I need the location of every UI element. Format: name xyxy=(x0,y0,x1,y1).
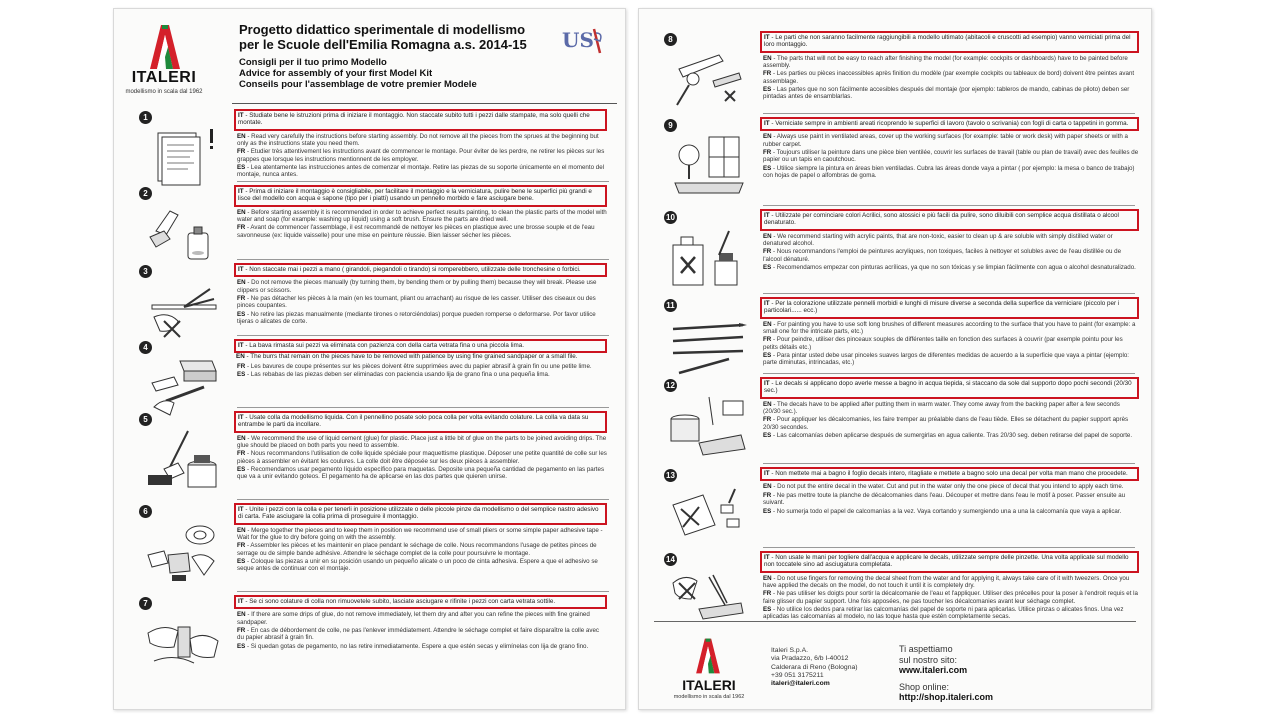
lang-en-label: EN xyxy=(237,434,246,442)
step-es-text: - Para pintar usted debe usar pinceles suaves largos de diferentes medidas de acuerdo a la superficie que vaya a pintar (ejemplo: parte diminutas, intrincadas, etc.) xyxy=(763,352,1129,367)
wait-line-2: sul nostro sito: xyxy=(899,654,958,665)
step-7 xyxy=(114,595,625,675)
step-it-text: - Unite i pezzi con la colla e per tenerli in posizione utilizzate o delle piccole pinze da modellismo o del semplice nastro adesivo di carta. Fate asciugare la colla prima di proseguire il montaggio. xyxy=(238,506,599,521)
liquid-glue-icon xyxy=(144,429,224,491)
step-divider xyxy=(763,463,1135,464)
ventilated-room-icon xyxy=(669,135,749,197)
lang-it-label: IT xyxy=(764,300,770,307)
step-it-text: - La bava rimasta sui pezzi va eliminata con pazienza con della carta vetrata fina o una piccola lima. xyxy=(245,342,524,349)
page-right xyxy=(638,8,1152,710)
company-name: Italeri S.p.A. xyxy=(771,647,809,654)
title-line-2: per le Scuole dell'Emilia Romagna a.s. 2014-15 xyxy=(239,37,527,52)
subtitle-it: Consigli per il tuo primo Modello xyxy=(239,57,387,68)
cutting-pliers-icon xyxy=(144,281,224,343)
lang-it-label: IT xyxy=(764,380,770,387)
step-es-text: - No retire las piezas manualmente (mediante tirones o retorciéndolas) porque pueden romperse o deformarse. Por favor utilice tijeras o alicates de corte. xyxy=(237,310,596,325)
step-en-text: - The burrs that remain on the pieces have to be removed with patience by using fine grained sandpaper or a small file. xyxy=(246,353,578,361)
step-fr-text: - Ne pas mettre toute la planche de décalcomanies dans l'eau. Découper et mettre dans l'eau le motif à poser. Passer ensuite au suivant. xyxy=(763,491,1126,506)
lang-es-label: ES xyxy=(763,606,772,613)
step-en-text: - Merge together the pieces and to keep them in position we recommend use of small pliers or some simple paper adhesive tape - Wait for the glue to dry before going on with the assembly. xyxy=(237,526,603,541)
step-divider xyxy=(763,113,1135,114)
step-9-text xyxy=(763,117,1139,180)
it-highlight-box xyxy=(760,551,1139,573)
it-highlight-box xyxy=(760,377,1139,399)
step-fr-text: - En cas de débordement de colle, ne pas l'enlever immédiatement. Attendre le séchage complet et faire disparaître la colle avec du papier abrasif à grain fin. xyxy=(237,627,599,642)
step-13-text xyxy=(763,467,1139,516)
it-highlight-box xyxy=(234,339,607,353)
en-highlight-box xyxy=(234,353,607,360)
step-14-text xyxy=(763,551,1139,622)
step-fr-text: - Ne pas utiliser les doigts pour sortir la décalcomanie de l'eau et l'appliquer. Utiliser des précelles pour la poser à l'endroit requis et la faire glisser du papier support. Une fois apposées, ne pas toucher les décalcomanies avant leur séchage complet. xyxy=(763,590,1138,605)
lang-es-label: ES xyxy=(763,432,772,439)
address-line-1: via Pradazzo, 6/b I-40012 xyxy=(771,655,849,663)
italeri-logo-icon xyxy=(144,23,186,71)
lang-fr-label: FR xyxy=(763,149,772,156)
step-6-text xyxy=(237,503,607,574)
step-3 xyxy=(114,263,625,333)
step-number: 2 xyxy=(139,187,152,200)
lang-it-label: IT xyxy=(238,112,244,119)
step-11-text xyxy=(763,297,1139,368)
step-it-text: - Non mettete mai a bagno il foglio decals intero, ritagliate e mettete a bagno solo una decal per volta man mano che procedete. xyxy=(771,470,1128,477)
subtitle-en: Advice for assembly of your first Model Kit xyxy=(239,68,433,79)
lang-en-label: EN xyxy=(763,400,772,408)
brand-name: ITALERI xyxy=(131,69,197,86)
step-es-text: - Recomendamos empezar con pinturas acrílicas, ya que no son tóxicas y se limpian fácilmente con agua o alcohol desnaturalizado. xyxy=(773,264,1136,271)
it-highlight-box xyxy=(760,117,1139,131)
lang-it-label: IT xyxy=(764,470,770,477)
svg-text:US: US xyxy=(562,28,594,52)
step-it-text: - Studiate bene le istruzioni prima di iniziare il montaggio. Non staccate subito tutti i pezzi dalle stampate, ma solo quelli che montate. xyxy=(238,112,590,127)
lang-en-label: EN xyxy=(237,526,246,534)
lang-fr-label: FR xyxy=(763,70,772,78)
step-en-text: - Do not put the entire decal in the water. Cut and put in the water only the one piece of decal that you intend to apply each time. xyxy=(773,483,1124,491)
lang-it-label: IT xyxy=(764,554,770,561)
brand-name: ITALERI xyxy=(682,677,736,693)
lang-it-label: IT xyxy=(764,34,770,41)
lang-it-label: IT xyxy=(238,506,244,513)
step-4 xyxy=(114,339,625,409)
lang-fr-label: FR xyxy=(763,248,772,256)
step-5-text xyxy=(237,411,607,482)
step-es-text: - No utilice los dedos para retirar las calcomanías del papel de soporte ni para aplicarlas. Utilice pinzas o alicates finos. Una vez aplicadas las calcomanías al modelo, no las toque hasta que estén completamente secas. xyxy=(763,606,1124,621)
step-it-text: - Per la colorazione utilizzate pennelli morbidi e lunghi di misure diverse a seconda della superfice da verniciare (piccolo per i particolari...... ecc.) xyxy=(764,300,1120,315)
step-divider xyxy=(237,335,609,336)
step-divider xyxy=(763,547,1135,548)
step-number: 6 xyxy=(139,505,152,518)
lang-it-label: IT xyxy=(238,342,244,349)
it-highlight-box xyxy=(760,31,1139,53)
step-11 xyxy=(639,297,1151,373)
step-en-text: - Always use paint in ventilated areas, cover up the working surfaces (for example: table or work desk) with paper sheets or with a rubber carpet. xyxy=(763,133,1128,148)
step-it-text: - Prima di iniziare il montaggio è consigliabile, per facilitare il montaggio e la verniciatura, pulire bene le superfici più grandi e lisce del modello con acqua e sapone (tipo per i piatti) usando un pennello morbido e fare asciugare bene. xyxy=(238,188,592,203)
company-address xyxy=(771,647,858,688)
step-10-text xyxy=(763,209,1139,273)
decal-sheet-icon xyxy=(669,485,749,547)
acrylic-paint-icon xyxy=(669,227,749,289)
step-number: 7 xyxy=(139,597,152,610)
step-1 xyxy=(114,109,625,181)
step-number: 11 xyxy=(664,299,677,312)
it-highlight-box xyxy=(234,503,607,525)
step-es-text: - Utilice siempre la pintura en áreas bien ventiladas. Cubra las áreas donde vaya a pintar ( por ejemplo: la mesa o banco de trabajo) con hojas de papel o alfombras de goma. xyxy=(763,164,1135,179)
step-9 xyxy=(639,117,1151,205)
phone-number: +39 051 3175211 xyxy=(771,671,824,679)
it-highlight-box xyxy=(234,109,607,131)
lang-en-label: EN xyxy=(763,232,772,240)
lang-it-label: IT xyxy=(238,266,244,273)
lang-fr-label: FR xyxy=(237,542,246,550)
step-divider xyxy=(763,293,1135,294)
wait-line-1: Ti aspettiamo xyxy=(899,644,953,654)
italeri-logo-icon xyxy=(691,637,725,675)
step-10 xyxy=(639,209,1151,293)
lang-es-label: ES xyxy=(237,164,246,171)
step-divider xyxy=(763,205,1135,206)
lang-fr-label: FR xyxy=(237,450,246,458)
step-es-text: - Lea atentamente las instrucciones antes de comenzar el montaje. Retire las piezas de su soporte únicamente en el momento del montaje, nunca antes. xyxy=(237,164,605,179)
step-number: 9 xyxy=(664,119,677,132)
step-number: 4 xyxy=(139,341,152,354)
it-highlight-box xyxy=(234,411,607,433)
step-it-text: - Se ci sono colature di colla non rimuovetele subito, lasciate asciugare e rifinite i pezzi con carta vetrata sottile. xyxy=(245,598,556,605)
step-es-text: - Las rebabas de las piezas deben ser eliminadas con paciencia usando lija de grano fina o una pequeña lima. xyxy=(247,371,550,379)
step-divider xyxy=(763,373,1135,374)
step-en-text: - Before starting assembly it is recommended in order to achieve perfect results painting, to clean the plastic parts of the model with water and soap (for example: washing up liquid) using a soft brush. Ensure the parts are dried well. xyxy=(237,208,607,223)
step-fr-text: - Assembler les pièces et les maintenir en place pendant le séchage de colle. Nous recommandons l'usage de petites pinces de serrage ou de simple bande adhésive. Attendre le séchage complet de la colle pour poursuivre le montage. xyxy=(237,542,597,557)
lang-es-label: ES xyxy=(763,86,772,93)
sanding-hands-icon xyxy=(144,613,224,675)
lang-fr-label: FR xyxy=(237,148,246,156)
step-number: 14 xyxy=(664,553,677,566)
lang-es-label: ES xyxy=(237,466,246,473)
step-en-text: - The parts that will not be easy to reach after finishing the model (for example: cockpits or dashboards) have to be painted before assembly. xyxy=(763,54,1128,69)
footer-rule xyxy=(654,621,1136,622)
step-es-text: - No sumerja todo el papel de calcomanías a la vez. Vaya cortando y sumergiendo una a una la calcomanía que vaya a aplicar. xyxy=(773,507,1122,515)
step-en-text: - We recommend starting with acrylic paints, that are non-toxic, easier to clean up & are soluble with simply distilled water or denatured alcohol. xyxy=(763,232,1113,247)
header-rule xyxy=(232,103,617,104)
usr-logo-icon xyxy=(560,23,604,59)
lang-fr-label: FR xyxy=(237,627,246,634)
step-2 xyxy=(114,185,625,257)
step-en-text: - For painting you have to use soft long brushes of different measures according to the surface that you have to paint (for example: a small one for the intricate parts, etc.) xyxy=(763,320,1136,335)
step-number: 5 xyxy=(139,413,152,426)
lang-en-label: EN xyxy=(237,132,246,140)
instruction-sheet-icon xyxy=(144,127,224,189)
it-highlight-box xyxy=(234,595,607,609)
step-fr-text: - Avant de commencer l'assemblage, il est recommandé de nettoyer les pièces en plastique avec une brosse souple et de l'eau savonneuse (ex: liquide vaisselle) pour une mise en peinture réussie. Bien laisser sécher les pièces. xyxy=(237,224,595,239)
it-highlight-box xyxy=(234,185,607,207)
step-fr-text: - Etudier très attentivement les instructions avant de commencer le montage. Pour éviter de les perdre, ne retirer les pièces sur les grappes que lorsque les instructions mentionnent de les employer. xyxy=(237,148,605,163)
lang-es-label: ES xyxy=(237,310,246,318)
step-divider xyxy=(237,499,609,500)
decal-water-icon xyxy=(669,395,749,457)
step-2-text xyxy=(237,185,607,240)
step-1-text xyxy=(237,109,607,180)
lang-es-label: ES xyxy=(763,352,772,359)
step-fr-text: - Nous recommandons l'emploi de peintures acryliques, non toxiques, faciles à nettoyer et solubles avec de l'eau distillée ou de l'alcool dénaturé. xyxy=(763,248,1122,263)
step-it-text: - Le parti che non saranno facilmente raggiungibili a modello ultimato (abitacoli e cruscotti ad esempio) vanno verniciati prima del loro montaggio. xyxy=(764,34,1131,49)
footer-italeri-logo xyxy=(671,637,751,707)
website-link[interactable]: www.italeri.com xyxy=(899,665,968,675)
lang-it-label: IT xyxy=(238,188,244,195)
step-number: 13 xyxy=(664,469,677,482)
step-es-text: - Las partes que no son fácilmente accesibles después del montaje (por ejemplo: tableros de mando, cabinas de piloto) deben ser pintadas antes de ensamblarlas. xyxy=(763,86,1130,101)
lang-en-label: EN xyxy=(763,574,772,582)
step-es-text: - Recomendamos usar pegamento líquido específico para maquetas. Deposite una pequeña cantidad de pegamento en las partes que va a unir evitando goteos. El pegamento ha de aplicarse en las dos partes que quieren unirse. xyxy=(237,466,605,481)
step-it-text: - Verniciate sempre in ambienti areati ricoprendo le superfici di lavoro (tavolo o scrivania) con fogli di carta o tappetini in gomma. xyxy=(771,120,1129,127)
shop-label: Shop online: xyxy=(899,681,950,692)
step-12 xyxy=(639,377,1151,463)
lang-es-label: ES xyxy=(237,371,246,379)
step-13 xyxy=(639,467,1151,549)
step-6 xyxy=(114,503,625,591)
lang-en-label: EN xyxy=(237,611,246,619)
lang-it-label: IT xyxy=(238,414,244,421)
step-en-text: - Read very carefully the instructions before starting assembly. Do not remove all the pieces from the sprues at the beginning but only as the instructions state you need them. xyxy=(237,132,599,147)
address-line-2: Calderara di Reno (Bologna) xyxy=(771,663,858,671)
step-number: 12 xyxy=(664,379,677,392)
step-en-text: - If there are some drips of glue, do not remove immediately, let them dry and after you can refine the pieces with fine grained sandpaper. xyxy=(237,611,590,626)
lang-es-label: ES xyxy=(763,164,772,172)
lang-en-label: EN xyxy=(763,54,772,62)
brand-tagline: modellismo in scala dal 1962 xyxy=(125,89,203,95)
website-block xyxy=(899,644,993,703)
step-en-text: - The decals have to be applied after putting them in warm water. They come away from the backing paper after a few seconds (20/30 sec.). xyxy=(763,400,1120,415)
it-highlight-box xyxy=(760,297,1139,319)
it-highlight-box xyxy=(234,263,607,277)
lang-fr-label: FR xyxy=(763,491,772,499)
email-link[interactable]: italeri@italeri.com xyxy=(771,680,830,688)
step-fr-text: - Toujours utiliser la peinture dans une pièce bien ventilée, couvrir les surfaces de travail (table ou plan de travail) avec des feuilles de papier ou un tapis en caoutchouc. xyxy=(763,149,1139,164)
step-fr-text: - Les parties ou pièces inaccessibles après finition du modèle (par exemple cockpits ou tableaux de bord) doivent être peintes avant assemblage. xyxy=(763,70,1135,85)
document-header xyxy=(114,9,625,104)
step-it-text: - Non usate le mani per togliere dall'acqua e applicare le decals, utilizzate sempre delle pinzette. Una volta applicate sul modello non toccatele sino ad asciugatura completata. xyxy=(764,554,1129,569)
step-divider xyxy=(237,407,609,408)
lang-en-label: EN xyxy=(763,320,772,328)
step-divider xyxy=(237,259,609,260)
lang-it-label: IT xyxy=(764,120,770,127)
step-8 xyxy=(639,31,1151,113)
step-divider xyxy=(237,591,609,592)
lang-en-label: EN xyxy=(236,353,245,361)
lang-fr-label: FR xyxy=(237,224,246,232)
step-en-text: - Do not remove the pieces manually (by turning them, by bending them or by pulling them) because they will break. Please use clippers or scissors. xyxy=(237,279,597,294)
step-number: 10 xyxy=(664,211,677,224)
clamp-tape-icon xyxy=(144,521,224,583)
step-5 xyxy=(114,411,625,501)
lang-fr-label: FR xyxy=(763,416,772,424)
step-3-text xyxy=(237,263,607,326)
paint-brushes-icon xyxy=(669,315,749,377)
shop-link[interactable]: http://shop.italeri.com xyxy=(899,692,994,702)
document-title xyxy=(239,22,527,52)
soap-brush-icon xyxy=(144,203,224,265)
airbrush-icon xyxy=(669,49,749,111)
lang-es-label: ES xyxy=(237,558,246,565)
subtitle-fr: Conseils pour l'assemblage de votre premier Modele xyxy=(239,79,477,90)
step-number: 1 xyxy=(139,111,152,124)
step-en-text: - Do not use fingers for removing the decal sheet from the water and for applying it, always take care of it with tweezers. Once you have applied the decals on the model, do not touch it until it is completely dry. xyxy=(763,574,1130,589)
step-es-text: - Las calcomanías deben aplicarse después de sumergirlas en agua caliente. Tras 20/30 seg. deben retirarse del papel de soporte. xyxy=(773,432,1133,439)
step-7-text xyxy=(237,595,607,651)
step-fr-text: - Nous recommandons l'utilisation de colle liquide spéciale pour maquettisme plastique. Déposer une petite quantité de colle sur les pièces à assembler en évitant les coulures. La colle doit être déposée sur les deux pièces à assembler. xyxy=(237,450,607,465)
step-divider xyxy=(237,181,609,182)
step-number: 8 xyxy=(664,33,677,46)
lang-it-label: IT xyxy=(238,598,244,605)
lang-fr-label: FR xyxy=(763,336,772,344)
lang-fr-label: FR xyxy=(237,295,246,302)
step-4-text xyxy=(237,339,607,380)
it-highlight-box xyxy=(760,467,1139,481)
page-left xyxy=(113,8,626,710)
step-en-text: - We recommend the use of liquid cement (glue) for plastic. Place just a little bit of glue on the parts to be joined avoiding drips. The glue should be placed on both parts you need to assemble. xyxy=(237,434,607,449)
lang-es-label: ES xyxy=(763,507,772,515)
lang-fr-label: FR xyxy=(237,362,246,370)
step-fr-text: - Pour appliquer les décalcomanies, les faire tremper au préalable dans de l'eau tiède. Elles se détachent du papier support après 20/30 secondes. xyxy=(763,416,1129,431)
title-line-1: Progetto didattico sperimentale di modellismo xyxy=(239,22,526,37)
lang-en-label: EN xyxy=(237,279,246,287)
step-fr-text: - Pour peindre, utiliser des pinceaux souples de différentes taille en fonction des surfaces à couvrir (par exemple pointu pour les petits détails etc.) xyxy=(763,336,1123,351)
lang-en-label: EN xyxy=(763,483,772,491)
italeri-logo xyxy=(122,23,202,103)
step-es-text: - Si quedan gotas de pegamento, no las retire inmediatamente. Espere a que estén secas y elimínelas con lija de grano fino. xyxy=(247,642,589,650)
brand-tagline: modellismo in scala dal 1962 xyxy=(673,694,745,700)
it-highlight-box xyxy=(760,209,1139,231)
step-it-text: - Usate colla da modellismo liquida. Con il pennellino posate solo poca colla per volta evitando colature. La colla va data su entrambe le parti da incollare. xyxy=(238,414,589,429)
lang-it-label: IT xyxy=(764,212,770,219)
step-it-text: - Le decals si applicano dopo averle messe a bagno in acqua tiepida, si staccano da sole dal supporto dopo pochi secondi (20/30 sec.) xyxy=(764,380,1132,395)
document-subtitle xyxy=(239,57,477,90)
step-number: 3 xyxy=(139,265,152,278)
lang-es-label: ES xyxy=(763,264,772,271)
step-fr-text: - Ne pas détacher les pièces à la main (en les tournant, pliant ou arrachant) au risque de les casser. Utiliser des ciseaux ou des pinces coupantes. xyxy=(237,295,596,310)
step-es-text: - Coloque las piezas a unir en su posición usando un pequeño alicate o un poco de cinta adhesiva. Espere a que el adhesivo se seque antes de continuar con el montaje. xyxy=(237,558,598,573)
sandpaper-file-icon xyxy=(144,357,224,419)
step-8-text xyxy=(763,31,1139,102)
lang-fr-label: FR xyxy=(763,590,772,598)
lang-en-label: EN xyxy=(237,208,246,216)
lang-es-label: ES xyxy=(237,642,246,650)
step-it-text: - Utilizzate per cominciare colori Acrilici, sono atossici e più facili da pulire, sono diluibili con semplice acqua distillata o alcool denaturato. xyxy=(764,212,1119,227)
step-it-text: - Non staccate mai i pezzi a mano ( girandoli, piegandoli o tirando) si romperebbero, utilizzate delle tronchesine o forbici. xyxy=(245,266,581,273)
step-fr-text: - Les bavures de coupe présentes sur les pièces doivent être supprimées avec du papier abrasif à grain fin ou une petite lime. xyxy=(246,362,592,370)
lang-en-label: EN xyxy=(763,133,772,141)
step-12-text xyxy=(763,377,1139,441)
step-14 xyxy=(639,551,1151,621)
